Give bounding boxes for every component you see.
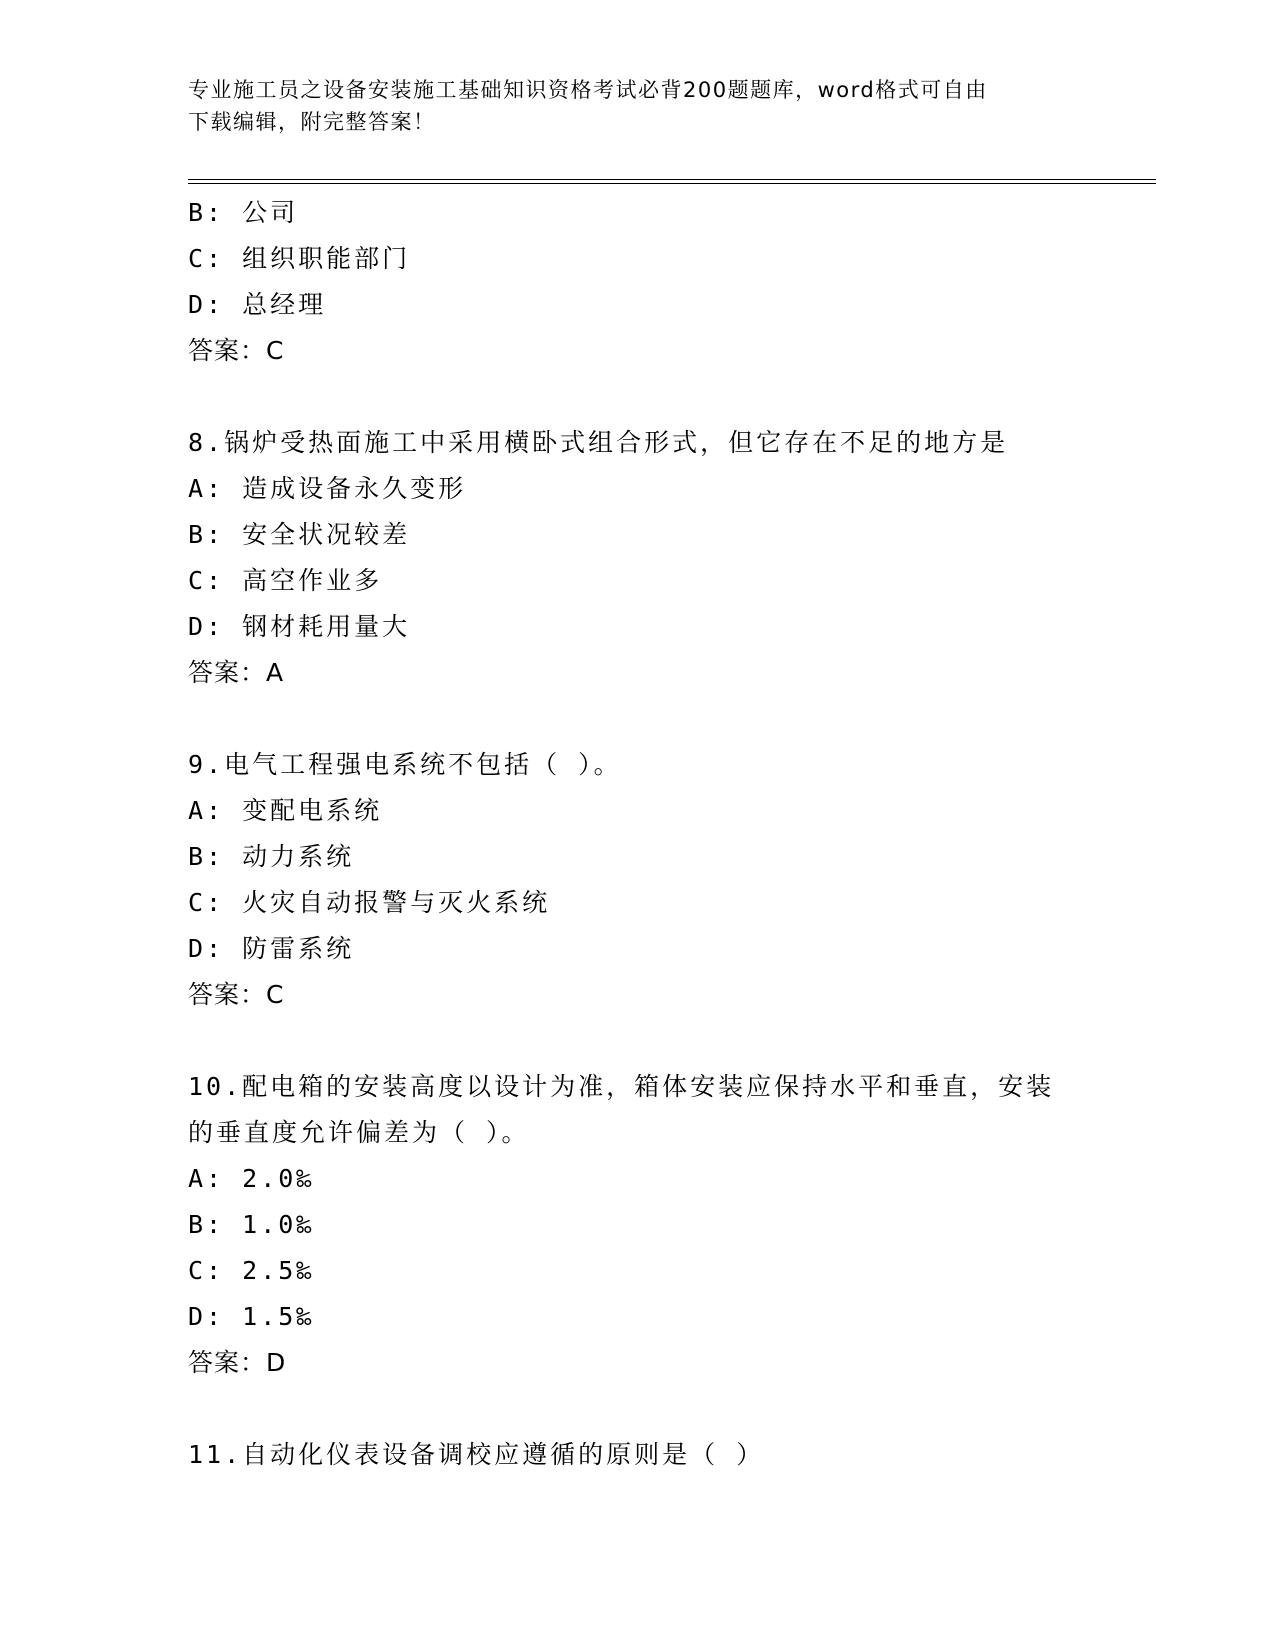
- document-header: [188, 74, 1088, 138]
- option-d: D: 1.5‰: [188, 1302, 315, 1331]
- option-a: A: 造成设备永久变形: [188, 474, 467, 503]
- question-8: [188, 420, 1148, 696]
- answer-line: 答案：D: [188, 1348, 287, 1377]
- option-c: C: 组织职能部门: [188, 244, 411, 273]
- question-11: [188, 1432, 1148, 1478]
- option-d: D: 总经理: [188, 290, 327, 319]
- option-a: A: 变配电系统: [188, 796, 383, 825]
- question-stem: 8.锅炉受热面施工中采用横卧式组合形式，但它存在不足的地方是: [188, 428, 1009, 457]
- spacer: [188, 1386, 1148, 1432]
- header-rule-top: [188, 179, 1156, 180]
- question-stem-continued: 的垂直度允许偏差为（ ）。: [188, 1118, 530, 1147]
- option-b: B: 动力系统: [188, 842, 355, 871]
- option-a: A: 2.0‰: [188, 1164, 315, 1193]
- question-stem: 10.配电箱的安装高度以设计为准，箱体安装应保持水平和垂直，安装: [188, 1072, 1055, 1101]
- option-b: B: 1.0‰: [188, 1210, 315, 1239]
- question-stem: 9.电气工程强电系统不包括（ ）。: [188, 750, 622, 779]
- spacer: [188, 696, 1148, 742]
- option-c: C: 火灾自动报警与灭火系统: [188, 888, 551, 917]
- option-b: B: 公司: [188, 198, 299, 227]
- answer-line: 答案：C: [188, 336, 285, 365]
- answer-line: 答案：A: [188, 658, 285, 687]
- question-stem: 11.自动化仪表设备调校应遵循的原则是（ ）: [188, 1440, 765, 1469]
- question-9: [188, 742, 1148, 1018]
- header-line-1: 专业施工员之设备安装施工基础知识资格考试必背200题题库，word格式可自由: [188, 78, 988, 102]
- option-b: B: 安全状况较差: [188, 520, 411, 549]
- option-d: D: 防雷系统: [188, 934, 355, 963]
- spacer: [188, 374, 1148, 420]
- option-c: C: 2.5‰: [188, 1256, 315, 1285]
- question-list: [188, 190, 1148, 1478]
- option-c: C: 高空作业多: [188, 566, 383, 595]
- question-partial: [188, 190, 1148, 374]
- header-rule-bottom: [188, 183, 1156, 184]
- answer-line: 答案：C: [188, 980, 285, 1009]
- question-10: [188, 1064, 1148, 1386]
- option-d: D: 钢材耗用量大: [188, 612, 411, 641]
- spacer: [188, 1018, 1148, 1064]
- header-line-2: 下载编辑，附完整答案！: [188, 110, 436, 134]
